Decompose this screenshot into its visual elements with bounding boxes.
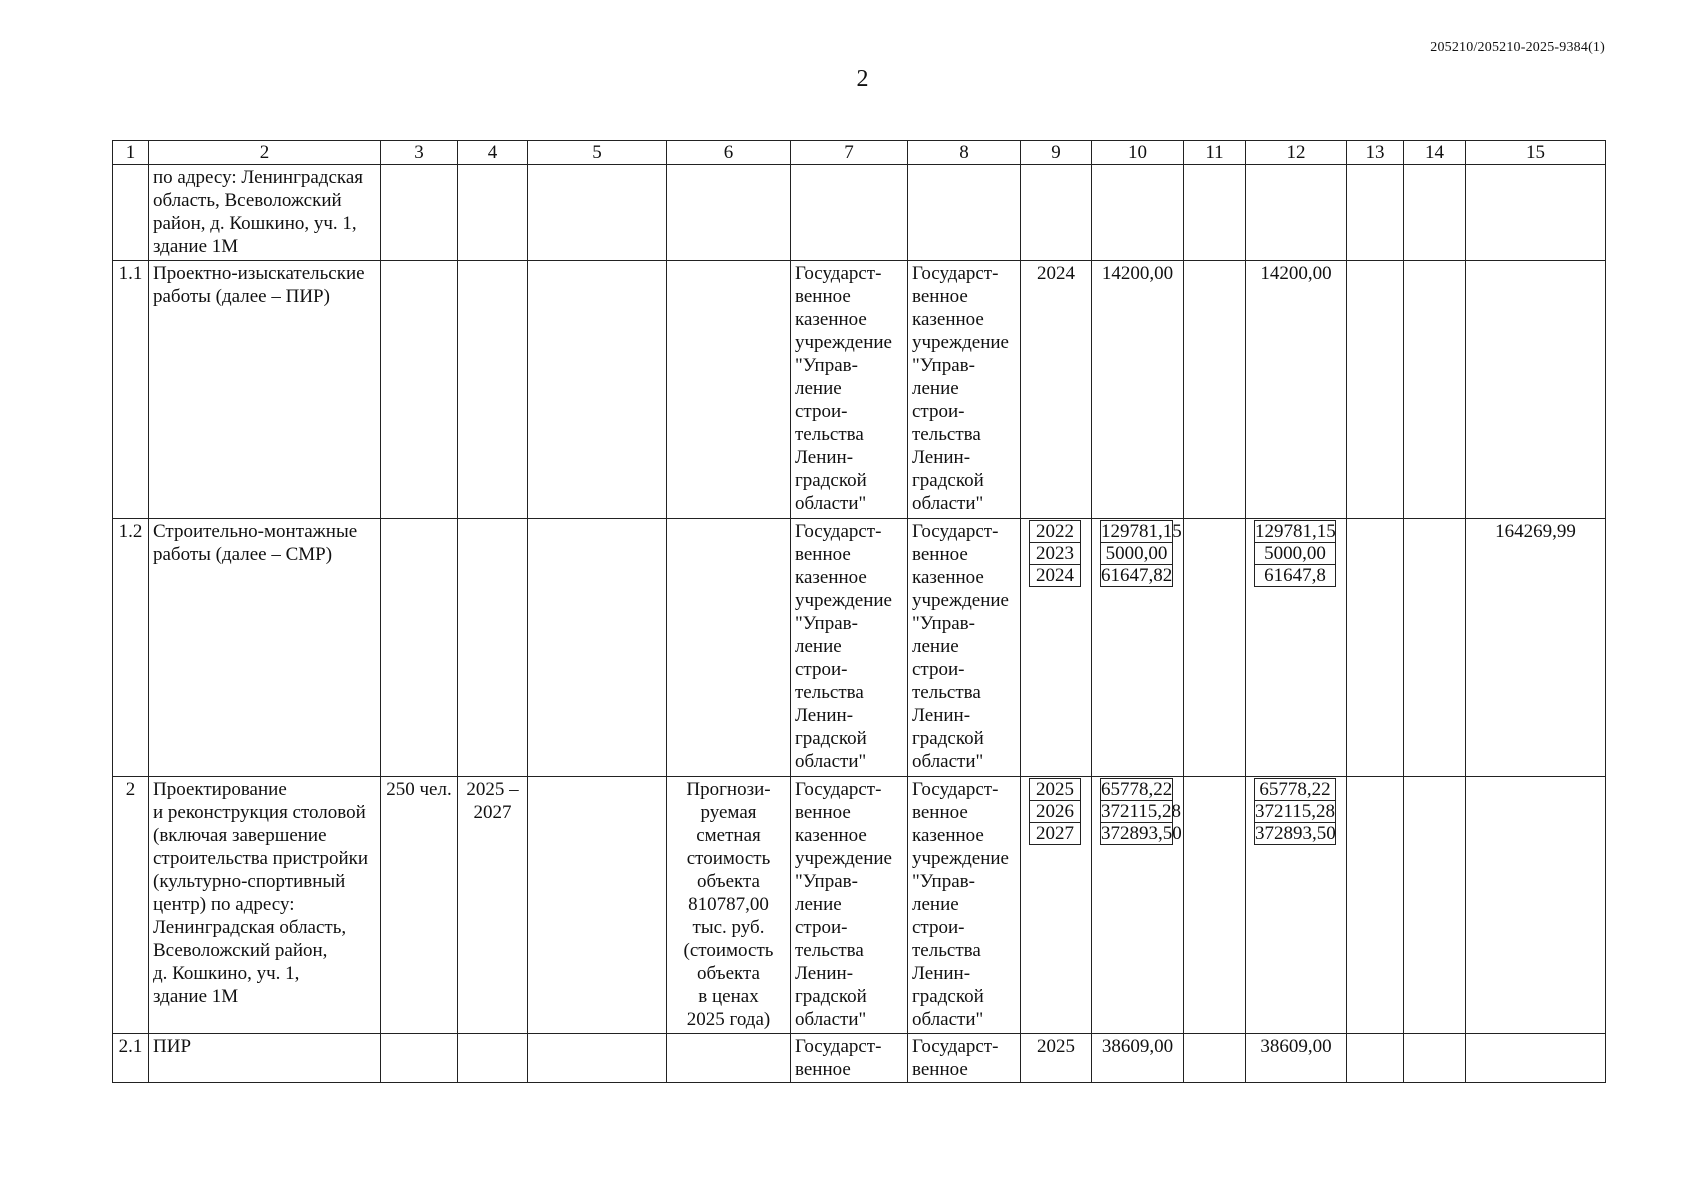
- column-header: 4: [458, 141, 528, 165]
- amount-value: 65778,22: [1101, 779, 1173, 800]
- column-header: 14: [1404, 141, 1466, 165]
- empty-cell: [1404, 1034, 1466, 1083]
- org-line: Государст-: [795, 779, 882, 800]
- org-line: венное: [795, 802, 851, 823]
- org-line: области": [912, 493, 984, 514]
- table-row: [113, 261, 1606, 519]
- org-line: области": [912, 1009, 984, 1030]
- column-header: 5: [528, 141, 667, 165]
- table-row: [113, 1034, 1606, 1083]
- org-line: учреждение: [795, 848, 892, 869]
- empty-cell: [528, 165, 667, 261]
- org-line: ление: [795, 378, 842, 399]
- column-header: 3: [381, 141, 458, 165]
- org-line: венное: [912, 286, 968, 307]
- row-number-cell: 1.2: [113, 519, 149, 777]
- table-row: [113, 519, 1606, 777]
- org-line: учреждение: [912, 848, 1009, 869]
- empty-cell: [1347, 777, 1404, 1034]
- org-line: венное: [795, 1059, 851, 1080]
- cost-line: тыс. руб.: [692, 917, 765, 938]
- table-row: [113, 777, 1606, 1034]
- empty-cell: [1347, 261, 1404, 519]
- org-line: тельства: [795, 424, 864, 445]
- name-line: Всеволожский район,: [153, 940, 328, 961]
- org-line: учреждение: [912, 332, 1009, 353]
- org-line: "Управ-: [795, 613, 858, 634]
- org-line: "Управ-: [795, 871, 858, 892]
- amount-value: 14200,00: [1260, 263, 1332, 284]
- empty-cell: [458, 261, 528, 519]
- object-name-cell: [149, 261, 381, 519]
- amount-value: 14200,00: [1101, 263, 1174, 284]
- empty-cell: [528, 777, 667, 1034]
- empty-cell: [458, 1034, 528, 1083]
- cost-line: руемая: [700, 802, 757, 823]
- org-line: Государст-: [795, 1036, 882, 1057]
- column-header: 7: [791, 141, 908, 165]
- empty-cell: [1466, 261, 1606, 519]
- empty-cell: [381, 1034, 458, 1083]
- year-cell: [1021, 1034, 1092, 1083]
- year-value: 2024: [1029, 565, 1081, 587]
- object-name-cell: [149, 519, 381, 777]
- amount-value: 372893,50: [1255, 823, 1336, 844]
- customer-cell: [791, 519, 908, 777]
- org-line: тельства: [795, 940, 864, 961]
- org-line: казенное: [795, 567, 867, 588]
- period-line: 2027: [473, 802, 512, 823]
- empty-cell: [458, 519, 528, 777]
- empty-cell: [908, 165, 1021, 261]
- org-line: тельства: [912, 682, 981, 703]
- developer-cell: [908, 1034, 1021, 1083]
- column-number-row: [113, 141, 1606, 165]
- column-header: 8: [908, 141, 1021, 165]
- empty-cell: [1404, 777, 1466, 1034]
- amount-value: 38609,00: [1101, 1036, 1174, 1057]
- column-header: 12: [1246, 141, 1347, 165]
- amount-cell: [1092, 519, 1184, 777]
- org-line: градской: [795, 728, 867, 749]
- document-id: 205210/205210-2025-9384(1): [1430, 40, 1605, 55]
- period-cell: [458, 777, 528, 1034]
- empty-cell: [1347, 519, 1404, 777]
- empty-cell: [1092, 165, 1184, 261]
- object-name-cell: [149, 777, 381, 1034]
- org-line: ление: [912, 636, 959, 657]
- org-line: Государст-: [912, 263, 999, 284]
- empty-cell: [1184, 261, 1246, 519]
- org-line: казенное: [795, 825, 867, 846]
- org-line: строи-: [795, 917, 848, 938]
- org-line: Ленин-: [912, 447, 971, 468]
- object-name-cell: [149, 165, 381, 261]
- investment-table: [112, 140, 1606, 1083]
- name-line: Проектно-изыскательские: [153, 263, 365, 284]
- capacity-cell: 250 чел.: [381, 777, 458, 1034]
- year-value: 2027: [1029, 823, 1081, 845]
- year-cell: [1021, 777, 1092, 1034]
- org-line: венное: [912, 802, 968, 823]
- name-line: и реконструкция столовой: [153, 802, 366, 823]
- column-header: 15: [1466, 141, 1606, 165]
- org-line: строи-: [912, 401, 965, 422]
- org-line: "Управ-: [912, 613, 975, 634]
- org-line: ление: [795, 894, 842, 915]
- name-line: Строительно-монтажные: [153, 521, 358, 542]
- org-line: венное: [912, 544, 968, 565]
- amount-value: 61647,8: [1254, 565, 1336, 587]
- empty-cell: [667, 519, 791, 777]
- name-line: центр) по адресу:: [153, 894, 295, 915]
- org-line: Ленин-: [795, 963, 854, 984]
- amount-cell: [1092, 261, 1184, 519]
- amount-value: 129781,15: [1255, 521, 1336, 542]
- column-header: 10: [1092, 141, 1184, 165]
- org-line: строи-: [912, 659, 965, 680]
- amount-cell: [1092, 777, 1184, 1034]
- org-line: Государст-: [795, 521, 882, 542]
- page-number: 2: [856, 66, 869, 92]
- org-line: "Управ-: [912, 871, 975, 892]
- empty-cell: [381, 519, 458, 777]
- org-line: Государст-: [912, 779, 999, 800]
- amount-value: 61647,82: [1101, 565, 1173, 586]
- empty-cell: [1184, 165, 1246, 261]
- org-line: градской: [912, 470, 984, 491]
- year-value: 2026: [1029, 801, 1081, 823]
- cost-line: объекта: [697, 963, 760, 984]
- amount-cell: 164269,99: [1466, 519, 1606, 777]
- org-line: учреждение: [795, 332, 892, 353]
- row-number-cell: [113, 165, 149, 261]
- amount-value: 5000,00: [1100, 543, 1173, 565]
- org-line: тельства: [912, 940, 981, 961]
- row-number-cell: 1.1: [113, 261, 149, 519]
- year-value: 2025: [1029, 778, 1081, 801]
- empty-cell: [381, 165, 458, 261]
- column-header: 11: [1184, 141, 1246, 165]
- empty-cell: [1347, 165, 1404, 261]
- name-line: работы (далее – СМР): [153, 544, 333, 565]
- customer-cell: [791, 1034, 908, 1083]
- year-value: 2022: [1029, 520, 1081, 543]
- org-line: градской: [795, 986, 867, 1007]
- empty-cell: [1184, 519, 1246, 777]
- cost-line: 2025 года): [686, 1009, 771, 1030]
- org-line: строи-: [912, 917, 965, 938]
- name-line: Проектирование: [153, 779, 287, 800]
- estimated-cost-cell: [667, 777, 791, 1034]
- customer-cell: [791, 777, 908, 1034]
- cost-line: (стоимость: [683, 940, 774, 961]
- name-line: строительства пристройки: [153, 848, 369, 869]
- amount-value: 65778,22: [1254, 778, 1336, 801]
- empty-cell: [528, 1034, 667, 1083]
- org-line: области": [795, 751, 867, 772]
- year-cell: [1021, 519, 1092, 777]
- column-header: 1: [113, 141, 149, 165]
- amount-value: 129781,15: [1101, 521, 1182, 542]
- org-line: градской: [795, 470, 867, 491]
- name-line: д. Кошкино, уч. 1,: [153, 963, 300, 984]
- empty-cell: [1404, 519, 1466, 777]
- empty-cell: [1466, 1034, 1606, 1083]
- empty-cell: [667, 1034, 791, 1083]
- name-line: ПИР: [153, 1036, 192, 1057]
- org-line: венное: [795, 286, 851, 307]
- period-line: 2025 –: [466, 779, 519, 800]
- name-line: район, д. Кошкино, уч. 1,: [153, 213, 357, 234]
- amount-value: 372115,28: [1255, 801, 1336, 822]
- empty-cell: [381, 261, 458, 519]
- cost-line: Прогнози-: [686, 779, 771, 800]
- name-line: здание 1М: [153, 236, 239, 257]
- amount-value: 372115,28: [1101, 801, 1182, 822]
- amount-cell: [1092, 1034, 1184, 1083]
- org-line: Ленин-: [912, 705, 971, 726]
- org-line: казенное: [912, 825, 984, 846]
- empty-cell: [1184, 777, 1246, 1034]
- org-line: градской: [912, 986, 984, 1007]
- org-line: строи-: [795, 401, 848, 422]
- amount-cell: [1246, 1034, 1347, 1083]
- empty-cell: [1347, 1034, 1404, 1083]
- empty-cell: [667, 165, 791, 261]
- column-header: 9: [1021, 141, 1092, 165]
- name-line: Ленинградская область,: [153, 917, 347, 938]
- org-line: учреждение: [912, 590, 1009, 611]
- amount-cell: [1246, 519, 1347, 777]
- empty-cell: [528, 519, 667, 777]
- org-line: ление: [912, 894, 959, 915]
- name-line: область, Всеволожский: [153, 190, 342, 211]
- year-value: 2023: [1029, 543, 1081, 565]
- developer-cell: [908, 519, 1021, 777]
- empty-cell: [1021, 165, 1092, 261]
- org-line: Государст-: [795, 263, 882, 284]
- org-line: Государст-: [912, 521, 999, 542]
- cost-line: в ценах: [698, 986, 759, 1007]
- org-line: Ленин-: [795, 705, 854, 726]
- amount-value: 372893,50: [1101, 823, 1182, 844]
- cost-line: 810787,00: [688, 894, 769, 915]
- org-line: тельства: [795, 682, 864, 703]
- empty-cell: [1404, 261, 1466, 519]
- org-line: Государст-: [912, 1036, 999, 1057]
- amount-cell: [1246, 261, 1347, 519]
- org-line: ление: [912, 378, 959, 399]
- empty-cell: [1404, 165, 1466, 261]
- developer-cell: [908, 261, 1021, 519]
- developer-cell: [908, 777, 1021, 1034]
- name-line: (культурно-спортивный: [153, 871, 346, 892]
- org-line: казенное: [912, 567, 984, 588]
- cost-line: стоимость: [686, 848, 771, 869]
- org-line: учреждение: [795, 590, 892, 611]
- org-line: области": [795, 493, 867, 514]
- customer-cell: [791, 261, 908, 519]
- empty-cell: [791, 165, 908, 261]
- column-header: 6: [667, 141, 791, 165]
- object-name-cell: [149, 1034, 381, 1083]
- empty-cell: [1184, 1034, 1246, 1083]
- row-number-cell: 2: [113, 777, 149, 1034]
- name-line: по адресу: Ленинградская: [153, 167, 364, 188]
- org-line: "Управ-: [795, 355, 858, 376]
- org-line: области": [795, 1009, 867, 1030]
- empty-cell: [458, 165, 528, 261]
- org-line: венное: [912, 1059, 968, 1080]
- column-header: 13: [1347, 141, 1404, 165]
- empty-cell: [1466, 165, 1606, 261]
- amount-value: 38609,00: [1260, 1036, 1332, 1057]
- org-line: "Управ-: [912, 355, 975, 376]
- cost-line: объекта: [697, 871, 760, 892]
- empty-cell: [1466, 777, 1606, 1034]
- year-value: 2025: [1037, 1036, 1075, 1057]
- org-line: области": [912, 751, 984, 772]
- amount-cell: [1246, 777, 1347, 1034]
- org-line: строи-: [795, 659, 848, 680]
- org-line: Ленин-: [795, 447, 854, 468]
- org-line: ление: [795, 636, 842, 657]
- table-row: [113, 165, 1606, 261]
- org-line: градской: [912, 728, 984, 749]
- column-header: 2: [149, 141, 381, 165]
- name-line: (включая завершение: [153, 825, 327, 846]
- empty-cell: [1246, 165, 1347, 261]
- row-number-cell: 2.1: [113, 1034, 149, 1083]
- year-cell: [1021, 261, 1092, 519]
- year-value: 2024: [1037, 263, 1075, 284]
- amount-value: 5000,00: [1254, 543, 1336, 565]
- empty-cell: [528, 261, 667, 519]
- org-line: казенное: [912, 309, 984, 330]
- empty-cell: [667, 261, 791, 519]
- name-line: здание 1М: [153, 986, 239, 1007]
- org-line: венное: [795, 544, 851, 565]
- name-line: работы (далее – ПИР): [153, 286, 330, 307]
- org-line: казенное: [795, 309, 867, 330]
- org-line: Ленин-: [912, 963, 971, 984]
- cost-line: сметная: [696, 825, 761, 846]
- org-line: тельства: [912, 424, 981, 445]
